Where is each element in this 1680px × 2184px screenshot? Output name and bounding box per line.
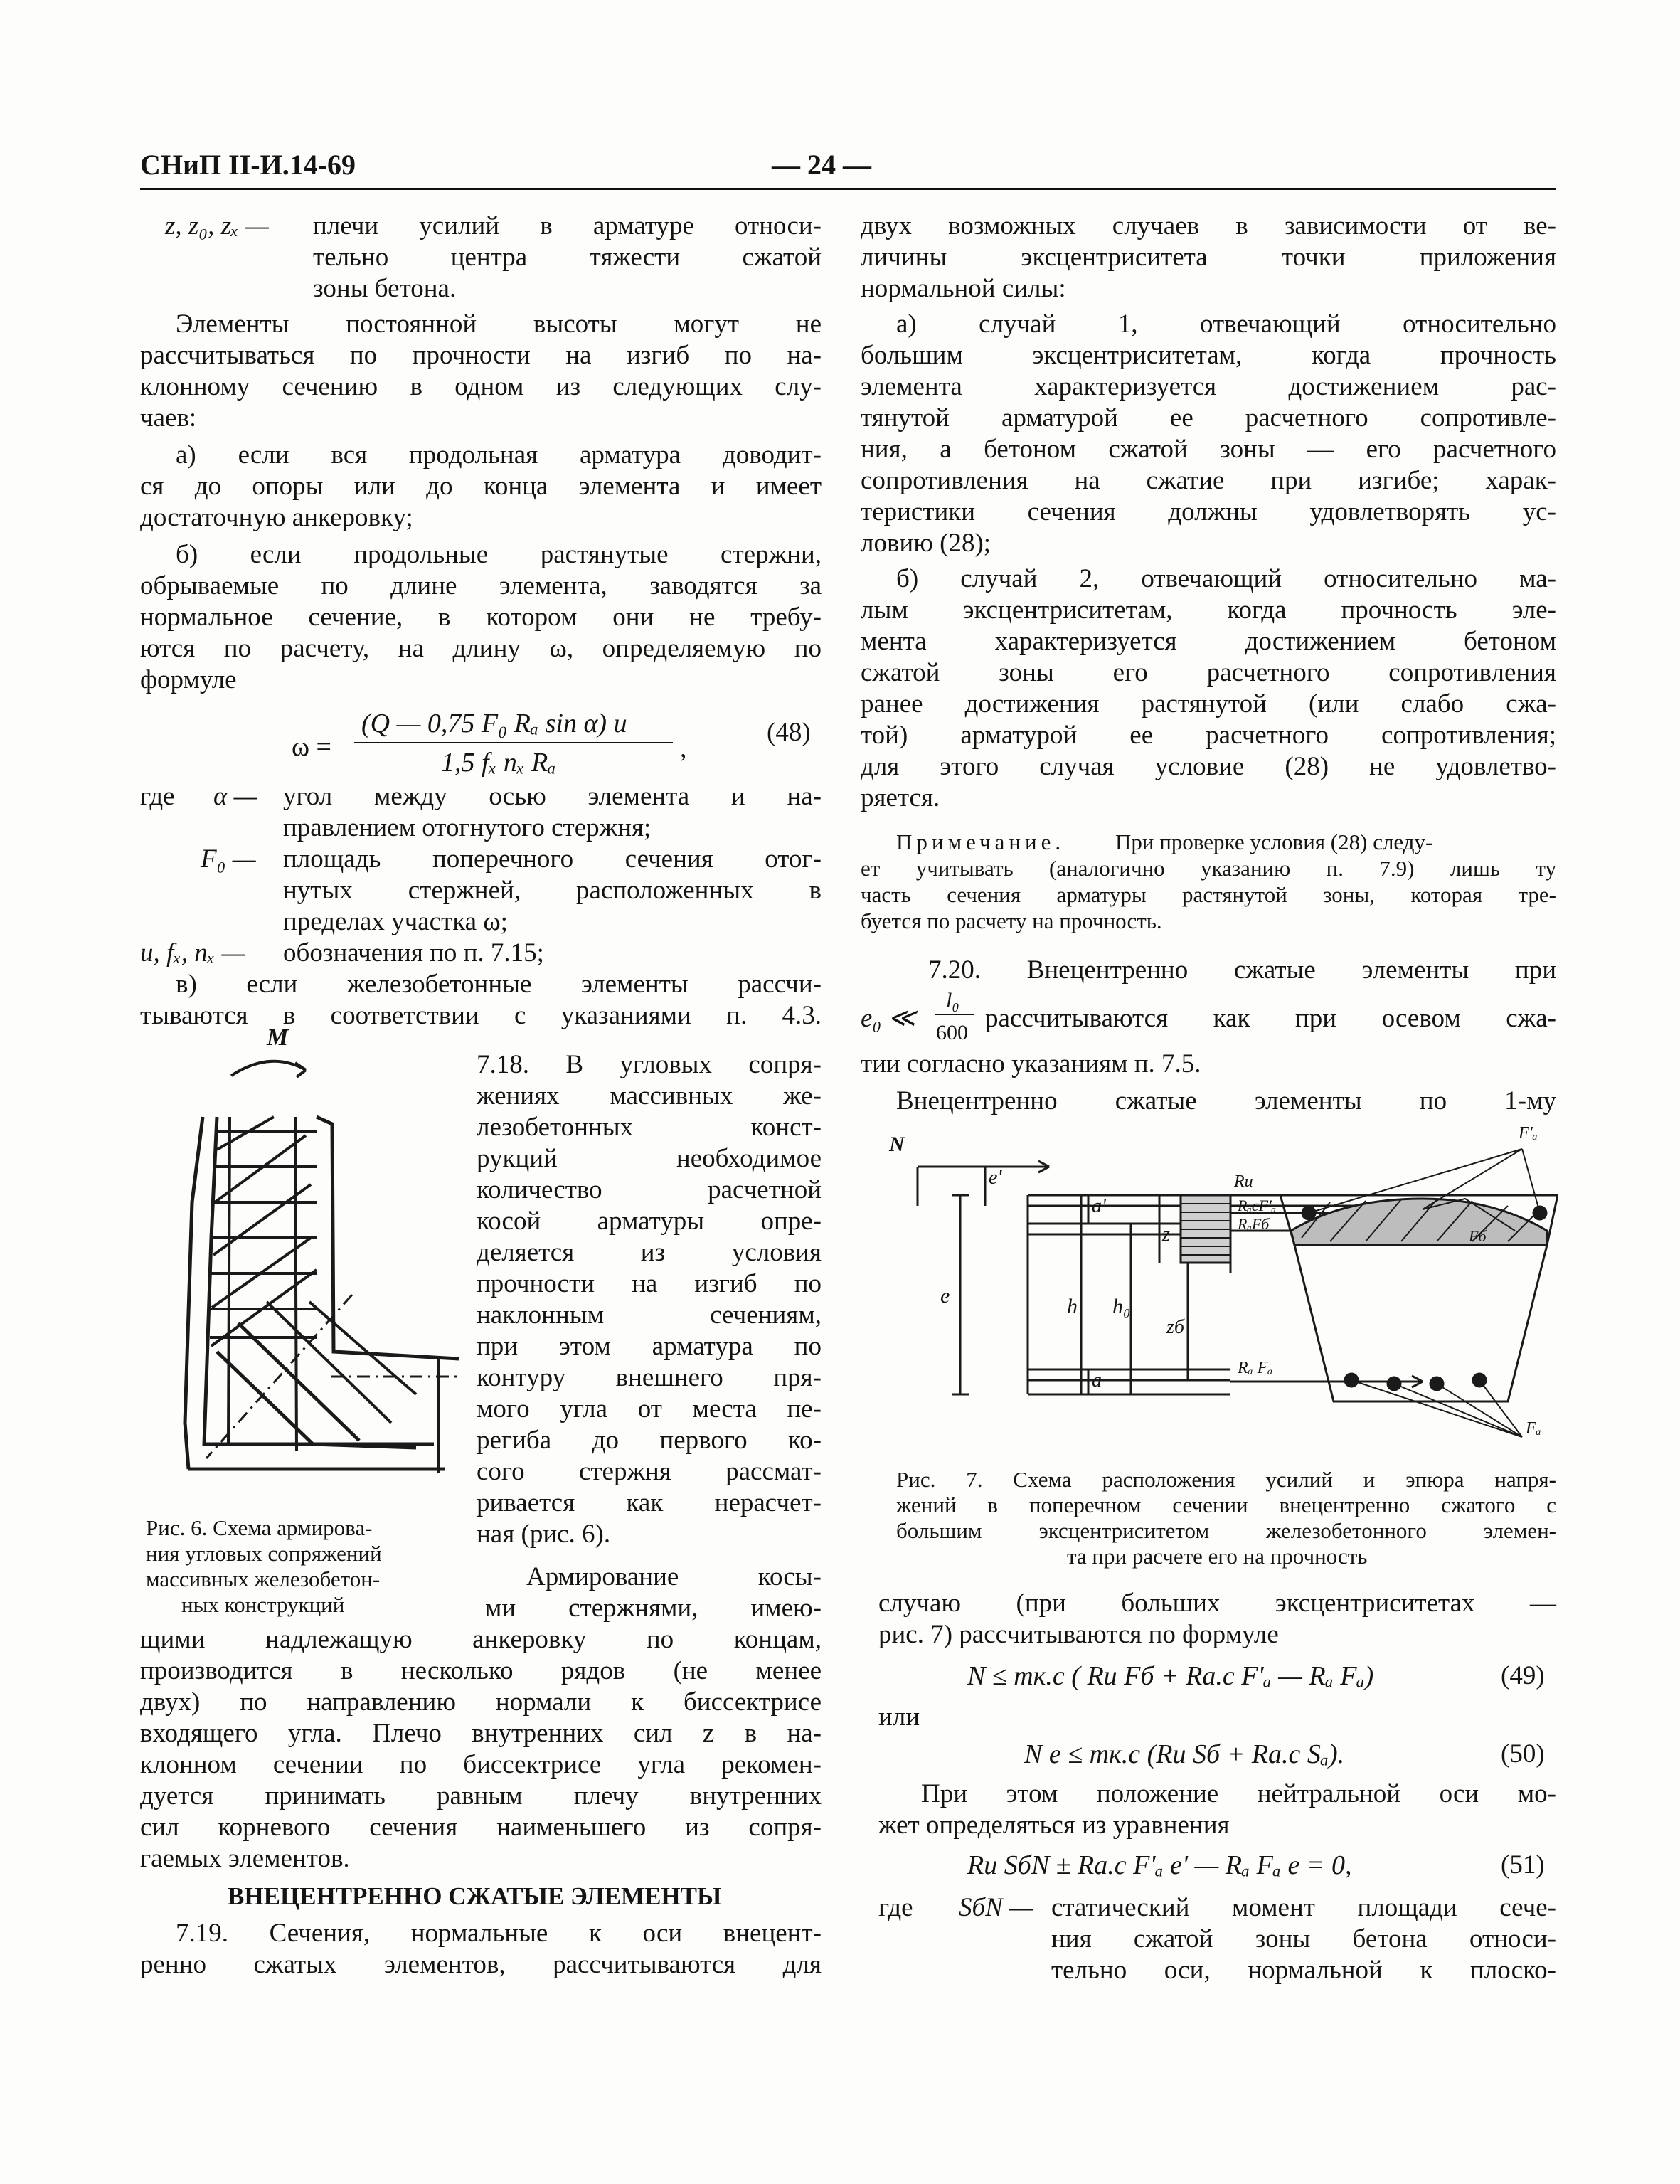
def-symbol: u, fₓ, nₓ — <box>140 938 245 968</box>
text-line: формуле <box>140 665 237 694</box>
moment-arrow <box>231 1061 306 1076</box>
def-line: тельно оси, нормальной к плоско- <box>1051 1956 1556 1985</box>
def-symbol: α — <box>213 782 257 811</box>
caption-line: массивных железобетон- <box>146 1567 381 1591</box>
note-line: буется по расчету на прочность. <box>861 908 1162 933</box>
inclined-bar <box>309 1302 416 1394</box>
text-line: клонном сечении по биссектрисе угла рекомен- <box>140 1750 822 1779</box>
stirrups <box>210 1131 317 1337</box>
def-line: правлением отогнутого стержня; <box>283 813 652 842</box>
text-line: обрываемые по длине элемента, заводятся за <box>140 571 822 600</box>
document-code: СНиП II-И.14-69 <box>140 149 356 181</box>
def-line: угол между осью элемента и на- <box>283 782 822 811</box>
label-a-prime: a' <box>1092 1195 1106 1217</box>
defs-top-symbols: z, z₀, zₓ — <box>165 211 269 240</box>
caption-line: большим эксцентриситетом железобетонного элемен- <box>896 1518 1556 1543</box>
def-line: пределах участка ω; <box>283 907 508 936</box>
text-line: деляется из условия <box>477 1238 822 1267</box>
text-line: сжатой зоны его расчетного сопротивления <box>861 658 1556 687</box>
text-line: рассчитываются как при осевом сжа- <box>985 1004 1556 1033</box>
def-line: площадь поперечного сечения отог- <box>283 844 822 874</box>
text-line: в) если железобетонные элементы рассчи- <box>176 970 822 999</box>
text-line: чаев: <box>140 403 197 433</box>
text-line: ная (рис. 6). <box>477 1520 611 1549</box>
text-line: ми стержнями, имею- <box>485 1594 822 1623</box>
text-line: рукций необходимое <box>477 1144 822 1173</box>
text-line: ранее достижения растянутой (или слабо сжа- <box>861 689 1556 719</box>
label-n: N <box>889 1133 905 1156</box>
page-number: — 24 — <box>772 149 871 181</box>
formula-49: N ≤ mк.с ( Rи Fб + Rа.с F'ₐ — Rₐ Fₐ) <box>967 1661 1374 1691</box>
def-symbol: SбN — <box>959 1893 1033 1922</box>
section-heading: ВНЕЦЕНТРЕННО СЖАТЫЕ ЭЛЕМЕНТЫ <box>228 1882 722 1910</box>
label-fa-prime: F'ₐ <box>1519 1124 1538 1143</box>
header-rule <box>140 188 1556 190</box>
text-line: жениях массивных же- <box>477 1081 822 1110</box>
defs-top-line: зоны бетона. <box>313 274 457 303</box>
text-line: ренно сжатых элементов, рассчитываются для <box>140 1950 822 1979</box>
text-line: Элементы постоянной высоты могут не <box>176 309 822 339</box>
label-h0: h₀ <box>1112 1295 1131 1318</box>
text-line: ются по расчету, на длину ω, определяемую по <box>140 634 822 663</box>
fraction-denominator: 600 <box>936 1021 968 1044</box>
text-line: гаемых элементов. <box>140 1844 350 1873</box>
equation-number: (48) <box>767 718 811 747</box>
text-line: производится в несколько рядов (не менее <box>140 1656 822 1685</box>
caption-line: жений в поперечном сечении внецентренно сжатого с <box>896 1493 1556 1517</box>
def-line: статический момент площади сече- <box>1051 1893 1556 1922</box>
inclined-bar <box>238 1323 359 1441</box>
text-line: б) если продольные растянутые стержни, <box>176 540 822 569</box>
text-line: для этого случая условие (28) не удовлетво- <box>861 752 1556 781</box>
label-a: a <box>1092 1369 1102 1391</box>
label-fb: Fб <box>1469 1227 1487 1245</box>
defs-top-line: тельно центра тяжести сжатой <box>313 243 822 272</box>
def-line: нутых стержней, расположенных в <box>283 876 822 905</box>
diagonal-bars <box>211 1117 317 1346</box>
figure-6 <box>146 1024 466 1508</box>
text-line: 7.20. Внецентренно сжатые элементы при <box>928 955 1556 985</box>
text-line: дуется принимать равным плечу внутренних <box>140 1781 822 1811</box>
caption-line: Рис. 7. Схема расположения усилий и эпюра напря- <box>896 1467 1556 1492</box>
outer-contour-left <box>185 1117 203 1469</box>
or-word: или <box>878 1702 920 1732</box>
caption-line: ных конструкций <box>181 1592 345 1617</box>
text-line: При этом положение нейтральной оси мо- <box>921 1779 1556 1808</box>
figure-6-drawing <box>146 1024 466 1508</box>
text-line: 7.19. Сечения, нормальные к оси внецент- <box>176 1919 822 1948</box>
note-line: часть сечения арматуры растянутой зоны, которая тре- <box>861 882 1556 907</box>
note-label: Примечание. <box>896 829 1065 854</box>
moment-label: М <box>267 1024 289 1051</box>
where-word: где <box>140 782 175 811</box>
text-line: двух возможных случаев в зависимости от ве- <box>861 211 1556 240</box>
text-line: той) арматурой ее расчетного сопротивления; <box>861 721 1556 750</box>
note-line: При проверке условия (28) следу- <box>1115 829 1433 854</box>
fraction-numerator: l₀ <box>946 989 959 1012</box>
text-line: сого стержня рассмат- <box>477 1457 822 1486</box>
text-line: мента характеризуется достижением бетоном <box>861 627 1556 656</box>
formula-lhs: ω = <box>292 732 331 762</box>
text-line: элемента характеризуется достижением рас- <box>861 372 1556 401</box>
text-line: лезобетонных конст- <box>477 1113 822 1142</box>
text-line: сопротивления на сжатие при изгибе; харак- <box>861 466 1556 495</box>
caption-line: Рис. 6. Схема армирова- <box>146 1515 373 1540</box>
text-line: входящего угла. Плечо внутренних сил z в на- <box>140 1719 822 1748</box>
e0-symbol: e₀ ≪ <box>861 1004 916 1033</box>
text-line: лым эксцентриситетам, когда прочность эле- <box>861 595 1556 625</box>
text-line: клонному сечению в одном из следующих слу- <box>140 372 822 401</box>
equation-number: (51) <box>1501 1850 1545 1880</box>
label-rac-fa: RₐcF'ₐ <box>1238 1197 1277 1214</box>
caption-line: та при расчете его на прочность <box>1067 1544 1368 1569</box>
text-line: ловию (28); <box>861 529 991 558</box>
text-line: прочности на изгиб по <box>477 1269 822 1298</box>
text-line: ния, а бетоном сжатой зоны — его расчетного <box>861 435 1556 464</box>
defs-top-line: плечи усилий в арматуре относи- <box>313 211 822 240</box>
def-line: ния сжатой зоны бетона относи- <box>1051 1924 1556 1954</box>
text-line: двух) по направлению нормали к биссектрисе <box>140 1687 822 1717</box>
text-line: рассчитываться по прочности на изгиб по на- <box>140 341 822 370</box>
label-ra-fa: Rₐ Fₐ <box>1238 1359 1273 1377</box>
figure-7 <box>875 1124 1558 1444</box>
text-line: тии согласно указаниям п. 7.5. <box>861 1049 1201 1078</box>
def-symbol: F₀ — <box>201 844 256 874</box>
text-line: жет определяться из уравнения <box>878 1811 1230 1840</box>
text-line: случаю (при больших эксцентриситетах — <box>878 1589 1556 1618</box>
formula-51: Rи SбN ± Rа.с F'ₐ e' — Rₐ Fₐ e = 0, <box>967 1850 1352 1880</box>
text-line: а) случай 1, отвечающий относительно <box>896 309 1556 339</box>
text-line: сил корневого сечения наименьшего из сопря- <box>140 1813 822 1842</box>
equation-number: (49) <box>1501 1661 1545 1690</box>
arrow-head <box>295 1063 306 1077</box>
formula-tail: , <box>680 733 687 763</box>
text-line: региба до первого ко- <box>477 1426 822 1455</box>
label-e-prime: e' <box>989 1167 1002 1189</box>
fraction-bar <box>935 1014 974 1015</box>
text-line: рис. 7) рассчитываются по формуле <box>878 1620 1279 1649</box>
text-line: мого угла от места пе- <box>477 1394 822 1424</box>
text-line: щими надлежащую анкеровку по концам, <box>140 1625 822 1654</box>
text-line: Внецентренно сжатые элементы по 1-му <box>896 1086 1556 1115</box>
text-line: косой арматуры опре- <box>477 1207 822 1236</box>
text-line: тянутой арматурой ее расчетного сопротивле- <box>861 403 1556 433</box>
label-ru-fb: RₐFб <box>1238 1215 1270 1233</box>
label-e: e <box>940 1284 950 1308</box>
equation-number: (50) <box>1501 1739 1545 1769</box>
text-line: ряется. <box>861 783 940 812</box>
label-zb: zб <box>1166 1316 1184 1338</box>
figure-7-drawing <box>875 1124 1558 1444</box>
text-line: а) если вся продольная арматура доводит- <box>176 440 822 470</box>
formula-numerator: (Q — 0,75 F₀ Rₐ sin α) u <box>361 709 627 738</box>
label-ru: Rи <box>1234 1172 1253 1191</box>
inner-contour <box>317 1117 459 1359</box>
text-line: ривается как нерасчет- <box>477 1488 822 1517</box>
text-line: ся до опоры или до конца элемента и имеет <box>140 472 822 501</box>
text-line: 7.18. В угловых сопря- <box>477 1050 822 1079</box>
text-line: тываются в соответствии с указаниями п. 4.3. <box>140 1001 822 1030</box>
text-line: при этом арматура по <box>477 1332 822 1361</box>
text-line: Армирование косы- <box>526 1562 822 1591</box>
text-line: большим эксцентриситетам, когда прочность <box>861 341 1556 370</box>
text-line: контуру внешнего пря- <box>477 1363 822 1392</box>
text-line: теристики сечения должны удовлетворять ус- <box>861 497 1556 526</box>
def-line: обозначения по п. 7.15; <box>283 938 544 968</box>
text-line: количество расчетной <box>477 1175 822 1204</box>
formula-denominator: 1,5 fₓ nₓ Rₐ <box>441 748 556 778</box>
text-line: нормальное сечение, в котором они не требу- <box>140 603 822 632</box>
dimension-e <box>952 1195 969 1394</box>
fraction-bar <box>354 742 673 743</box>
label-h: h <box>1067 1295 1078 1318</box>
text-line: наклонным сечениям, <box>477 1300 822 1330</box>
text-line: нормальной силы: <box>861 274 1066 303</box>
note-line: ет учитывать (аналогично указанию п. 7.9) лишь ту <box>861 856 1556 881</box>
label-fa: Fₐ <box>1526 1419 1541 1438</box>
where-word: где <box>878 1893 913 1922</box>
label-z: z <box>1162 1224 1170 1246</box>
formula-50: N e ≤ mк.с (Rи Sб + Rа.с Sₐ). <box>1024 1739 1345 1769</box>
text-line: личины эксцентриситета точки приложения <box>861 243 1556 272</box>
caption-line: ния угловых сопряжений <box>146 1541 382 1566</box>
text-line: достаточную анкеровку; <box>140 503 413 532</box>
text-line: б) случай 2, отвечающий относительно ма- <box>896 564 1556 593</box>
